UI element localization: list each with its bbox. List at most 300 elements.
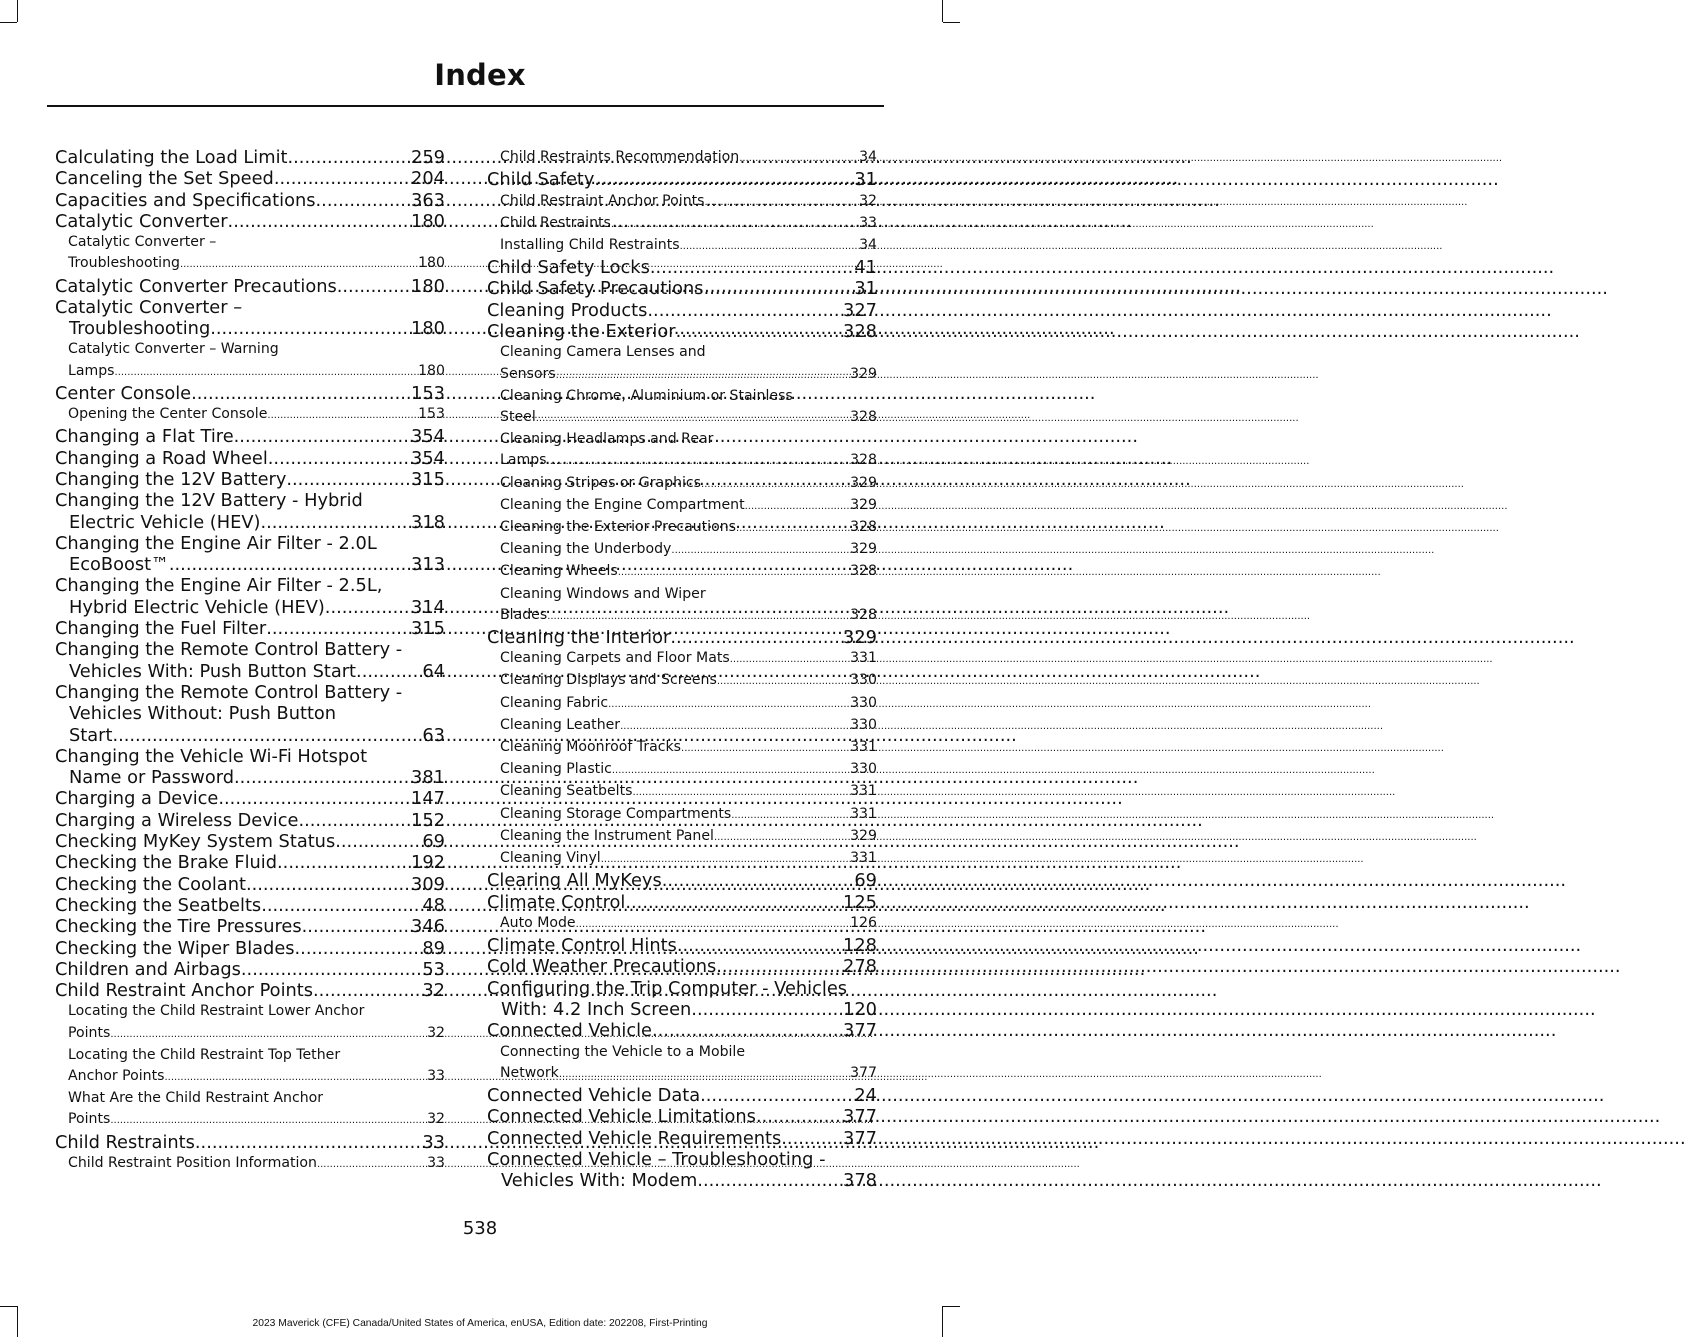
index-entry-text: Cleaning Moonroof Tracks — [500, 739, 682, 756]
index-entry-page: 330 — [850, 716, 877, 733]
index-entry — [55, 211, 445, 232]
index-entry — [487, 495, 877, 517]
index-entry-page: 24 — [854, 1084, 877, 1106]
index-entry-page: 153 — [411, 382, 445, 404]
index-entry — [55, 916, 445, 937]
index-entry-text: Changing a Road Wheel — [55, 447, 268, 469]
index-entry-page: 152 — [411, 809, 445, 831]
index-entry-page: 328 — [850, 408, 877, 425]
index-entry — [55, 618, 445, 639]
index-entry-page: 180 — [411, 318, 445, 340]
dot-leader — [325, 597, 411, 618]
index-entry-text: Children and Airbags — [55, 958, 241, 980]
index-entry-line — [487, 429, 877, 450]
index-entry-page: 180 — [418, 362, 445, 379]
index-entry-text: Cleaning Storage Compartments — [500, 805, 732, 822]
dot-leader — [618, 561, 850, 583]
dot-leader — [210, 318, 411, 339]
index-entry-text: Lamps — [68, 362, 115, 379]
index-entry-text: Cleaning Displays and Screens — [500, 672, 717, 689]
index-entry — [487, 759, 877, 781]
index-entry-text: Cleaning Chrome, Aluminium or Stainless — [500, 387, 793, 404]
dot-leader — [313, 980, 422, 1001]
index-entry — [55, 1132, 445, 1153]
dot-leader — [612, 759, 850, 781]
index-entry-page: 180 — [411, 210, 445, 232]
index-entry-text: Name or Password — [69, 767, 235, 789]
index-entry — [55, 767, 445, 788]
index-entry-page: 330 — [850, 694, 877, 711]
crop-mark-top-left-h — [0, 22, 17, 23]
dot-leader — [632, 781, 850, 803]
index-entry-page: 259 — [411, 147, 445, 168]
index-entry-page: 33 — [422, 1131, 445, 1153]
index-entry-text: Vehicles With: Modem — [501, 1170, 698, 1192]
index-entry-text: Checking the Wiper Blades — [55, 937, 295, 959]
index-entry-page: 328 — [850, 606, 877, 623]
dot-leader — [745, 495, 850, 517]
index-entry — [55, 469, 445, 490]
index-entry-text: Checking the Brake Fluid — [55, 852, 278, 874]
index-entry-line — [487, 584, 877, 605]
index-entry-text: Child Restraint Anchor Points — [55, 980, 314, 1002]
index-entry-text: Cleaning the Underbody — [500, 541, 672, 558]
dot-leader — [356, 661, 422, 682]
index-entry-line — [55, 339, 445, 360]
index-entry-text: Connected Vehicle — [487, 1020, 652, 1042]
dot-leader — [714, 826, 850, 848]
dot-leader — [625, 892, 843, 913]
index-entry-page: 63 — [422, 724, 445, 746]
dot-leader — [547, 605, 850, 627]
index-entry-page: 331 — [850, 783, 877, 800]
index-entry — [55, 190, 445, 211]
index-entry — [55, 1023, 445, 1045]
index-entry-text: Changing the 12V Battery — [55, 468, 287, 490]
dot-leader — [559, 1063, 850, 1085]
index-entry-page: 329 — [850, 474, 877, 491]
index-entry-page: 318 — [411, 511, 445, 533]
index-entry-text: Cleaning Leather — [500, 716, 621, 733]
index-entry-page: 377 — [843, 1127, 877, 1149]
index-entry-line — [55, 703, 445, 724]
index-entry-text: Clearing All MyKeys — [487, 870, 662, 892]
header-rule — [47, 105, 884, 107]
index-entry-page: 278 — [843, 956, 877, 978]
index-entry-text: Charging a Wireless Device — [55, 809, 299, 831]
dot-leader — [110, 1109, 427, 1131]
index-entry-text: Child Restraint Anchor Points — [500, 192, 705, 209]
dot-leader — [716, 956, 843, 977]
index-entry-text: Climate Control — [487, 891, 626, 913]
index-entry-text: Cleaning Fabric — [500, 694, 609, 711]
index-entry-page: 120 — [843, 998, 877, 1020]
index-entry-page: 34 — [859, 236, 877, 253]
index-entry-page: 32 — [427, 1024, 445, 1041]
dot-leader — [287, 147, 411, 168]
index-entry-text: Blades — [500, 606, 548, 623]
index-entry — [487, 169, 877, 190]
index-entry — [55, 874, 445, 895]
index-entry-page: 32 — [859, 192, 877, 209]
dot-leader — [234, 426, 411, 447]
index-entry-page: 329 — [850, 827, 877, 844]
index-entry-page: 381 — [411, 767, 445, 789]
index-column-right — [487, 147, 877, 1191]
index-entry-text: Cleaning Plastic — [500, 761, 612, 778]
dot-leader — [115, 361, 419, 383]
index-entry-text: EcoBoost™ — [69, 554, 169, 576]
index-entry-text: Changing the Remote Control Battery - — [55, 639, 403, 661]
index-entry — [55, 1153, 445, 1175]
dot-leader — [676, 321, 843, 342]
index-entry-text: Changing the Fuel Filter — [55, 618, 267, 640]
dot-leader — [701, 473, 850, 495]
index-entry-text: Anchor Points — [68, 1068, 165, 1085]
index-entry-page: 330 — [850, 761, 877, 778]
index-entry-page: 31 — [854, 278, 877, 300]
index-entry-text: Canceling the Set Speed — [55, 168, 274, 190]
index-entry-text: Child Restraint Position Information — [68, 1154, 317, 1171]
dot-leader — [266, 618, 411, 639]
index-entry-line — [487, 342, 877, 363]
index-entry — [487, 364, 877, 386]
index-entry — [487, 300, 877, 321]
index-entry — [55, 147, 445, 168]
index-entry — [55, 1109, 445, 1131]
index-entry-page: 329 — [850, 496, 877, 513]
index-entry-text: Troubleshooting — [68, 255, 180, 272]
index-entry-text: Locating the Child Restraint Top Tether — [68, 1046, 341, 1063]
index-entry — [487, 999, 877, 1020]
dot-leader — [112, 725, 422, 746]
index-entry-text: Climate Control Hints — [487, 935, 677, 957]
index-entry-page: 329 — [850, 365, 877, 382]
index-entry-text: Cleaning Stripes or Graphics — [500, 474, 702, 491]
index-entry-text: Child Restraints Recommendation — [500, 149, 740, 165]
index-entry-text: Changing the Vehicle Wi-Fi Hotspot — [55, 745, 368, 767]
index-entry-line — [55, 575, 445, 596]
index-entry-line — [55, 490, 445, 511]
index-entry-page: 329 — [843, 626, 877, 648]
index-entry-page: 329 — [850, 541, 877, 558]
index-entry-text: Connected Vehicle Data — [487, 1084, 701, 1106]
index-entry — [487, 1106, 877, 1127]
index-entry — [487, 147, 877, 169]
index-entry-text: Child Safety Precautions — [487, 278, 704, 300]
index-entry-page: 354 — [411, 426, 445, 448]
dot-leader — [317, 1153, 427, 1175]
index-entry — [55, 448, 445, 469]
index-entry — [487, 1063, 877, 1085]
index-entry — [487, 1020, 877, 1041]
index-entry — [487, 278, 877, 299]
dot-leader — [267, 404, 418, 426]
index-entry-page: 69 — [422, 831, 445, 853]
index-entry-page: 69 — [854, 870, 877, 892]
index-entry-text: Changing the Remote Control Battery - — [55, 681, 403, 703]
index-entry-text: Points — [68, 1024, 111, 1041]
index-entry-text: Checking the Tire Pressures — [55, 916, 302, 938]
dot-leader — [274, 168, 411, 189]
index-entry-page: 328 — [850, 518, 877, 535]
index-entry-text: Vehicles Without: Push Button — [69, 703, 337, 725]
index-entry-page: 89 — [422, 937, 445, 959]
index-entry — [487, 407, 877, 429]
index-entry-page: 377 — [843, 1106, 877, 1128]
index-entry-text: Cleaning Seatbelts — [500, 783, 633, 800]
dot-leader — [110, 1023, 427, 1045]
index-entry-line — [487, 978, 877, 999]
dot-leader — [681, 737, 850, 759]
index-entry-text: Checking the Seatbelts — [55, 894, 262, 916]
index-entry — [55, 597, 445, 618]
index-entry-line — [55, 297, 445, 318]
index-entry-page: 331 — [850, 805, 877, 822]
footer-edition-info: 2023 Maverick (CFE) Canada/United States of America, enUSA, Edition date: 202208, First-Printing — [252, 1318, 708, 1329]
index-entry-page: 153 — [418, 406, 445, 423]
index-entry-text: Cleaning the Exterior — [487, 321, 676, 342]
index-entry-text: Connected Vehicle – Troubleshooting - — [487, 1148, 826, 1170]
index-entry-page: 126 — [850, 914, 877, 931]
index-entry-page: 180 — [411, 275, 445, 297]
index-entry-page: 32 — [422, 980, 445, 1002]
index-entry-text: Checking the Coolant — [55, 873, 246, 895]
index-entry-text: Connected Vehicle Requirements — [487, 1127, 782, 1149]
dot-leader — [180, 253, 418, 275]
index-entry-text: Cleaning Products — [487, 299, 648, 321]
index-entry — [55, 725, 445, 746]
index-entry-text: Cleaning Wheels — [500, 563, 618, 580]
index-entry — [55, 512, 445, 533]
index-entry-text: Steel — [500, 408, 536, 425]
dot-leader — [650, 257, 855, 278]
dot-leader — [705, 191, 860, 213]
index-entry — [487, 648, 877, 670]
index-entry — [487, 539, 877, 561]
index-entry — [55, 361, 445, 383]
index-entry-text: Connected Vehicle Limitations — [487, 1106, 756, 1128]
index-entry-line — [487, 386, 877, 407]
index-entry — [55, 383, 445, 404]
index-entry-text: Cold Weather Precautions — [487, 956, 717, 978]
index-entry-line — [55, 1088, 445, 1109]
dot-leader — [169, 554, 411, 575]
index-entry-page: 53 — [422, 958, 445, 980]
dot-leader — [195, 1132, 422, 1153]
index-entry-text: Cleaning Windows and Wiper — [500, 585, 706, 602]
dot-leader — [298, 810, 411, 831]
dot-leader — [611, 213, 859, 235]
dot-leader — [700, 1085, 854, 1106]
index-entry — [487, 956, 877, 977]
index-entry-page: 147 — [411, 788, 445, 810]
index-entry-text: Child Restraints — [55, 1131, 195, 1153]
index-entry-page: 315 — [411, 468, 445, 490]
index-entry-page: 128 — [843, 935, 877, 957]
index-entry-text: Changing the Engine Air Filter - 2.5L, — [55, 575, 383, 597]
index-entry-page: 125 — [843, 891, 877, 913]
dot-leader — [781, 1128, 843, 1149]
index-entry — [487, 213, 877, 235]
index-entry-text: Auto Mode — [500, 914, 576, 931]
index-entry — [487, 1170, 877, 1191]
index-entry — [487, 826, 877, 848]
index-entry-line — [55, 232, 445, 253]
index-entry-page: 328 — [850, 452, 877, 469]
index-entry — [55, 895, 445, 916]
index-entry-page: 64 — [422, 660, 445, 682]
index-entry-page: 32 — [427, 1111, 445, 1128]
index-entry-text: Calculating the Load Limit — [55, 147, 288, 168]
index-entry — [487, 804, 877, 826]
index-entry-page: 41 — [854, 257, 877, 279]
index-entry-text: Checking MyKey System Status — [55, 831, 336, 853]
index-entry-page: 180 — [418, 255, 445, 272]
index-entry-line — [487, 1042, 877, 1063]
index-entry — [487, 848, 877, 870]
index-entry — [487, 870, 877, 891]
index-entry-text: Cleaning the Interior — [487, 626, 671, 648]
dot-leader — [576, 913, 850, 935]
index-entry-page: 33 — [427, 1068, 445, 1085]
index-entry — [487, 781, 877, 803]
index-entry-page: 34 — [859, 149, 877, 165]
index-entry — [55, 810, 445, 831]
dot-leader — [620, 715, 850, 737]
index-entry-text: Points — [68, 1111, 111, 1128]
dot-leader — [691, 999, 843, 1020]
index-entry — [487, 191, 877, 213]
index-entry — [487, 605, 877, 627]
index-entry-page: 315 — [411, 618, 445, 640]
crop-mark-top-right — [942, 0, 943, 22]
dot-leader — [647, 300, 843, 321]
dot-leader — [670, 627, 843, 648]
index-entry — [55, 959, 445, 980]
index-column-left — [55, 147, 445, 1175]
index-entry — [55, 426, 445, 447]
crop-mark-bottom-right-h — [943, 1306, 960, 1307]
dot-leader — [268, 448, 411, 469]
index-entry-page: 330 — [850, 672, 877, 689]
index-entry — [55, 938, 445, 959]
page-title: Index — [434, 58, 526, 92]
dot-leader — [601, 848, 850, 870]
index-entry-page: 328 — [850, 563, 877, 580]
dot-leader — [697, 1170, 843, 1191]
dot-leader — [246, 874, 411, 895]
index-entry — [487, 715, 877, 737]
index-entry — [487, 913, 877, 935]
index-entry-page: 363 — [411, 189, 445, 211]
index-entry-page: 313 — [411, 554, 445, 576]
dot-leader — [736, 517, 850, 539]
index-entry-page: 331 — [850, 850, 877, 867]
index-entry-text: Catalytic Converter – — [68, 234, 217, 251]
dot-leader — [260, 512, 411, 533]
index-entry-text: Child Safety Locks — [487, 257, 650, 279]
index-entry — [55, 276, 445, 297]
index-entry-page: 378 — [843, 1170, 877, 1192]
index-entry — [55, 852, 445, 873]
index-entry-page: 331 — [850, 650, 877, 667]
index-entry-text: Changing the Engine Air Filter - 2.0L — [55, 532, 377, 554]
index-entry-text: Center Console — [55, 382, 192, 404]
page-number: 538 — [462, 1218, 498, 1239]
index-entry-text: Connecting the Vehicle to a Mobile — [500, 1043, 746, 1060]
dot-leader — [536, 407, 850, 429]
dot-leader — [261, 895, 422, 916]
crop-mark-top-right-h — [943, 22, 960, 23]
dot-leader — [652, 1020, 843, 1041]
index-entry-page: 377 — [850, 1064, 877, 1081]
index-entry-text: Cleaning Headlamps and Rear — [500, 431, 714, 448]
index-entry-text: Opening the Center Console — [68, 406, 268, 423]
index-entry-text: Installing Child Restraints — [500, 236, 680, 253]
index-entry — [487, 935, 877, 956]
dot-leader — [608, 693, 850, 715]
index-entry — [487, 450, 877, 472]
index-entry-text: Cleaning Carpets and Floor Mats — [500, 650, 730, 667]
dot-leader — [680, 235, 859, 257]
index-entry — [55, 168, 445, 189]
index-entry-line — [55, 746, 445, 767]
dot-leader — [739, 147, 859, 169]
index-entry — [487, 892, 877, 913]
index-entry-page: 33 — [427, 1154, 445, 1171]
index-entry — [487, 627, 877, 648]
index-entry — [55, 980, 445, 1001]
index-entry-text: Cleaning the Exterior Precautions — [500, 518, 736, 535]
index-entry-line — [55, 533, 445, 554]
index-entry — [487, 257, 877, 278]
index-entry — [487, 1128, 877, 1149]
index-entry — [487, 321, 877, 342]
index-entry-text: Catalytic Converter – Warning — [68, 341, 279, 358]
dot-leader — [677, 935, 843, 956]
index-entry — [55, 661, 445, 682]
index-entry-line — [55, 682, 445, 703]
index-entry-text: Catalytic Converter Precautions — [55, 275, 337, 297]
index-entry-text: Start — [69, 724, 113, 746]
index-entry-text: With: 4.2 Inch Screen — [501, 998, 692, 1020]
index-entry-text: Electric Vehicle (HEV) — [69, 511, 261, 533]
index-entry-text: Changing a Flat Tire — [55, 426, 234, 448]
index-entry-text: Cleaning Vinyl — [500, 850, 601, 867]
index-entry-text: Cleaning the Instrument Panel — [500, 827, 714, 844]
index-entry-text: Child Restraints — [500, 214, 611, 231]
index-entry-text: Sensors — [500, 365, 556, 382]
index-entry-text: Changing the 12V Battery - Hybrid — [55, 490, 363, 512]
index-entry-page: 204 — [411, 168, 445, 190]
crop-mark-top-left — [17, 0, 18, 22]
dot-leader — [662, 870, 855, 891]
index-entry — [55, 831, 445, 852]
index-entry — [487, 693, 877, 715]
dot-leader — [286, 469, 411, 490]
dot-leader — [241, 959, 422, 980]
index-entry — [55, 318, 445, 339]
index-entry — [487, 473, 877, 495]
index-entry — [487, 737, 877, 759]
index-entry-text: Capacities and Specifications — [55, 189, 316, 211]
index-entry-page: 327 — [843, 299, 877, 321]
index-entry-line — [55, 1001, 445, 1022]
index-entry-page: 192 — [411, 852, 445, 874]
index-entry-text: Catalytic Converter – — [55, 296, 243, 318]
dot-leader — [731, 804, 850, 826]
